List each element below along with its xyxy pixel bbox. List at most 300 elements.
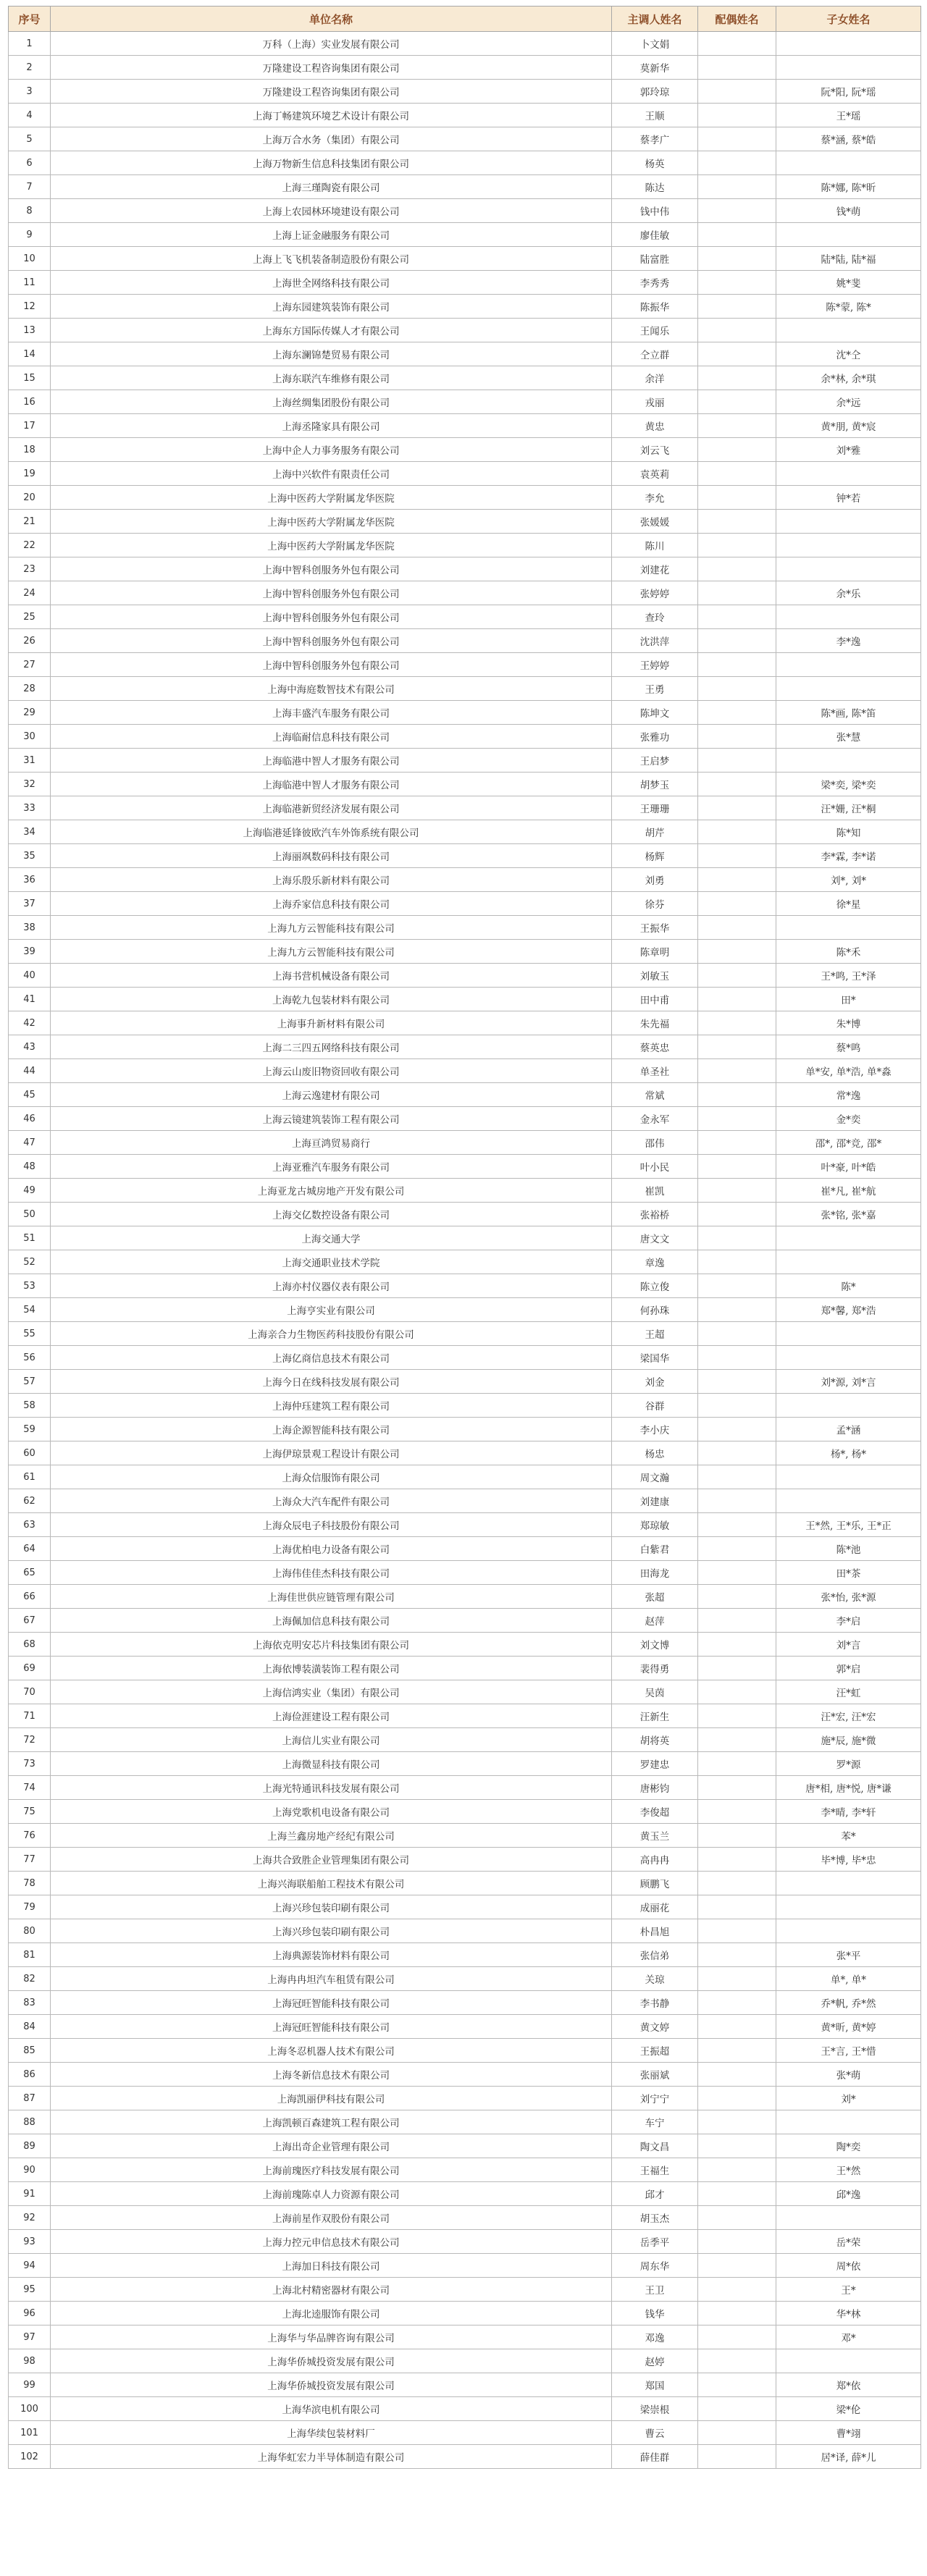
- table-row: [9, 1107, 921, 1131]
- row-index: 43: [9, 1035, 51, 1059]
- table-row: [9, 629, 921, 653]
- spouse-name: [698, 127, 776, 151]
- row-index: 62: [9, 1489, 51, 1513]
- row-index: 23: [9, 557, 51, 581]
- unit-name: 上海信儿实业有限公司: [51, 1728, 612, 1752]
- table-row: [9, 2110, 921, 2134]
- spouse-name: [698, 1919, 776, 1943]
- spouse-name: [698, 1800, 776, 1824]
- children-names: 张*慧: [776, 725, 921, 749]
- row-index: 89: [9, 2134, 51, 2158]
- children-names: [776, 605, 921, 629]
- unit-name: 上海企源智能科技有限公司: [51, 1418, 612, 1441]
- children-names: [776, 1872, 921, 1895]
- table-row: [9, 1895, 921, 1919]
- coordinator-name: 杨忠: [612, 1441, 698, 1465]
- table-row: [9, 438, 921, 462]
- children-names: 沈*仝: [776, 342, 921, 366]
- children-names: 单*安, 单*浩, 单*淼: [776, 1059, 921, 1083]
- unit-name: 上海俭涯建设工程有限公司: [51, 1704, 612, 1728]
- unit-name: 上海交通大学: [51, 1226, 612, 1250]
- children-names: 华*林: [776, 2302, 921, 2325]
- children-names: 邱*逸: [776, 2182, 921, 2206]
- coordinator-name: 高冉冉: [612, 1848, 698, 1872]
- coordinator-name: 仝立群: [612, 342, 698, 366]
- spouse-name: [698, 1680, 776, 1704]
- row-index: 78: [9, 1872, 51, 1895]
- spouse-name: [698, 1059, 776, 1083]
- table-row: [9, 844, 921, 868]
- coordinator-name: 陈川: [612, 534, 698, 557]
- children-names: 王*瑶: [776, 104, 921, 127]
- unit-name: 上海华与华品牌咨询有限公司: [51, 2325, 612, 2349]
- table-row: [9, 725, 921, 749]
- spouse-name: [698, 557, 776, 581]
- spouse-name: [698, 2182, 776, 2206]
- row-index: 40: [9, 964, 51, 988]
- children-names: [776, 319, 921, 342]
- spouse-name: [698, 701, 776, 725]
- unit-name: 上海临港延锋彼欧汽车外饰系统有限公司: [51, 820, 612, 844]
- coordinator-name: 查玲: [612, 605, 698, 629]
- row-index: 1: [9, 32, 51, 56]
- unit-name: 上海乔家信息科技有限公司: [51, 892, 612, 916]
- unit-name: 上海临耐信息科技有限公司: [51, 725, 612, 749]
- spouse-name: [698, 1322, 776, 1346]
- coordinator-name: 车宁: [612, 2110, 698, 2134]
- coordinator-name: 廖佳敏: [612, 223, 698, 247]
- spouse-name: [698, 1561, 776, 1585]
- children-names: 邓*: [776, 2325, 921, 2349]
- unit-name: 上海中兴软件有限责任公司: [51, 462, 612, 486]
- row-index: 50: [9, 1203, 51, 1226]
- table-row: [9, 749, 921, 773]
- spouse-name: [698, 1179, 776, 1203]
- coordinator-name: 李允: [612, 486, 698, 510]
- spouse-name: [698, 2373, 776, 2397]
- table-row: [9, 1752, 921, 1776]
- coordinator-name: 何孙珠: [612, 1298, 698, 1322]
- coordinator-name: 戎丽: [612, 390, 698, 414]
- children-names: 刘*: [776, 2087, 921, 2110]
- coordinator-name: 王顺: [612, 104, 698, 127]
- table-row: [9, 2278, 921, 2302]
- spouse-name: [698, 1991, 776, 2015]
- unit-name: 上海共合致胜企业管理集团有限公司: [51, 1848, 612, 1872]
- table-row: [9, 151, 921, 175]
- spouse-name: [698, 964, 776, 988]
- unit-name: 上海亘鸿贸易商行: [51, 1131, 612, 1155]
- spouse-name: [698, 2421, 776, 2445]
- coordinator-name: 王振超: [612, 2039, 698, 2063]
- unit-name: 上海前星作双股份有限公司: [51, 2206, 612, 2230]
- spouse-name: [698, 1394, 776, 1418]
- table-row: [9, 773, 921, 796]
- unit-name: 上海万物新生信息科技集团有限公司: [51, 151, 612, 175]
- children-names: 王*言, 王*惜: [776, 2039, 921, 2063]
- table-row: [9, 1035, 921, 1059]
- spouse-name: [698, 271, 776, 295]
- row-index: 63: [9, 1513, 51, 1537]
- children-names: 李*霖, 李*诺: [776, 844, 921, 868]
- spouse-name: [698, 1155, 776, 1179]
- coordinator-name: 张裕桥: [612, 1203, 698, 1226]
- row-index: 30: [9, 725, 51, 749]
- table-row: [9, 701, 921, 725]
- unit-name: 上海丞隆家具有限公司: [51, 414, 612, 438]
- row-index: 66: [9, 1585, 51, 1609]
- spouse-name: [698, 462, 776, 486]
- row-index: 65: [9, 1561, 51, 1585]
- table-row: [9, 1561, 921, 1585]
- unit-name: 上海二三四五网络科技有限公司: [51, 1035, 612, 1059]
- coordinator-name: 陈章明: [612, 940, 698, 964]
- spouse-name: [698, 1035, 776, 1059]
- row-index: 93: [9, 2230, 51, 2254]
- coordinator-name: 刘云飞: [612, 438, 698, 462]
- spouse-name: [698, 749, 776, 773]
- children-names: 余*乐: [776, 581, 921, 605]
- children-names: 毕*博, 毕*忠: [776, 1848, 921, 1872]
- row-index: 8: [9, 199, 51, 223]
- row-index: 52: [9, 1250, 51, 1274]
- table-row: [9, 56, 921, 80]
- unit-name: 上海冬忍机器人技术有限公司: [51, 2039, 612, 2063]
- children-names: 黄*朋, 黄*宸: [776, 414, 921, 438]
- spouse-name: [698, 175, 776, 199]
- unit-name: 上海万合水务（集团）有限公司: [51, 127, 612, 151]
- table-row: [9, 462, 921, 486]
- row-index: 16: [9, 390, 51, 414]
- children-names: 余*远: [776, 390, 921, 414]
- children-names: 苯*: [776, 1824, 921, 1848]
- children-names: [776, 2110, 921, 2134]
- row-index: 82: [9, 1967, 51, 1991]
- coordinator-name: 谷群: [612, 1394, 698, 1418]
- table-row: [9, 1848, 921, 1872]
- row-index: 2: [9, 56, 51, 80]
- unit-name: 上海兴珍包装印刷有限公司: [51, 1919, 612, 1943]
- spouse-name: [698, 1704, 776, 1728]
- children-names: 王*然: [776, 2158, 921, 2182]
- table-row: [9, 581, 921, 605]
- spouse-name: [698, 653, 776, 677]
- children-names: [776, 1250, 921, 1274]
- coordinator-name: 邓逸: [612, 2325, 698, 2349]
- unit-name: 上海中医药大学附属龙华医院: [51, 534, 612, 557]
- table-row: [9, 557, 921, 581]
- row-index: 11: [9, 271, 51, 295]
- spouse-name: [698, 1107, 776, 1131]
- unit-name: 上海兰鑫房地产经纪有限公司: [51, 1824, 612, 1848]
- coordinator-name: 王闻乐: [612, 319, 698, 342]
- unit-name: 上海仲珏建筑工程有限公司: [51, 1394, 612, 1418]
- children-names: 徐*星: [776, 892, 921, 916]
- coordinator-name: 张信弟: [612, 1943, 698, 1967]
- unit-name: 上海云山废旧物资回收有限公司: [51, 1059, 612, 1083]
- coordinator-name: 吴茵: [612, 1680, 698, 1704]
- spouse-name: [698, 1633, 776, 1657]
- row-index: 29: [9, 701, 51, 725]
- children-names: [776, 32, 921, 56]
- spouse-name: [698, 1298, 776, 1322]
- coordinator-name: 袁英莉: [612, 462, 698, 486]
- coordinator-name: 杨英: [612, 151, 698, 175]
- coordinator-name: 汪新生: [612, 1704, 698, 1728]
- row-index: 90: [9, 2158, 51, 2182]
- table-row: [9, 1728, 921, 1752]
- spouse-name: [698, 1083, 776, 1107]
- table-row: [9, 1346, 921, 1370]
- table-row: [9, 199, 921, 223]
- table-row: [9, 1609, 921, 1633]
- children-names: 罗*源: [776, 1752, 921, 1776]
- children-names: 朱*博: [776, 1011, 921, 1035]
- spouse-name: [698, 1537, 776, 1561]
- spouse-name: [698, 510, 776, 534]
- table-row: [9, 2349, 921, 2373]
- children-names: 施*辰, 施*微: [776, 1728, 921, 1752]
- table-row: [9, 2063, 921, 2087]
- children-names: 陈*禾: [776, 940, 921, 964]
- row-index: 42: [9, 1011, 51, 1035]
- table-row: [9, 796, 921, 820]
- table-row: [9, 414, 921, 438]
- children-names: 乔*帆, 乔*然: [776, 1991, 921, 2015]
- children-names: 李*逸: [776, 629, 921, 653]
- unit-name: 上海中智科创服务外包有限公司: [51, 557, 612, 581]
- table-row: [9, 964, 921, 988]
- row-index: 96: [9, 2302, 51, 2325]
- coordinator-name: 陈立俊: [612, 1274, 698, 1298]
- spouse-name: [698, 892, 776, 916]
- unit-name: 上海华滨电机有限公司: [51, 2397, 612, 2421]
- unit-name: 上海优柏电力设备有限公司: [51, 1537, 612, 1561]
- children-names: 郑*馨, 郑*浩: [776, 1298, 921, 1322]
- unit-name: 上海亨实业有限公司: [51, 1298, 612, 1322]
- children-names: 蔡*涵, 蔡*皓: [776, 127, 921, 151]
- spouse-name: [698, 151, 776, 175]
- unit-name: 上海事升新材料有限公司: [51, 1011, 612, 1035]
- children-names: 郑*依: [776, 2373, 921, 2397]
- table-row: [9, 2039, 921, 2063]
- coordinator-name: 蔡孝广: [612, 127, 698, 151]
- row-index: 3: [9, 80, 51, 104]
- unit-name: 上海中医药大学附属龙华医院: [51, 486, 612, 510]
- unit-name: 上海临港新贸经济发展有限公司: [51, 796, 612, 820]
- children-names: [776, 653, 921, 677]
- coordinator-name: 张丽斌: [612, 2063, 698, 2087]
- table-row: [9, 2134, 921, 2158]
- coordinator-name: 章逸: [612, 1250, 698, 1274]
- row-index: 64: [9, 1537, 51, 1561]
- row-index: 26: [9, 629, 51, 653]
- spouse-name: [698, 2063, 776, 2087]
- unit-name: 上海交通职业技术学院: [51, 1250, 612, 1274]
- spouse-name: [698, 2254, 776, 2278]
- table-row: [9, 80, 921, 104]
- unit-name: 上海云逸建材有限公司: [51, 1083, 612, 1107]
- coordinator-name: 单圣社: [612, 1059, 698, 1083]
- unit-name: 上海书营机械设备有限公司: [51, 964, 612, 988]
- coordinator-name: 胡玉杰: [612, 2206, 698, 2230]
- spouse-name: [698, 1513, 776, 1537]
- unit-name: 上海临港中智人才服务有限公司: [51, 749, 612, 773]
- coordinator-name: 王启梦: [612, 749, 698, 773]
- spouse-name: [698, 820, 776, 844]
- row-index: 55: [9, 1322, 51, 1346]
- header-children-names: 子女姓名: [776, 7, 921, 32]
- table-row: [9, 1513, 921, 1537]
- children-names: [776, 1895, 921, 1919]
- coordinator-name: 崔凯: [612, 1179, 698, 1203]
- row-index: 81: [9, 1943, 51, 1967]
- unit-name: 上海伟佳佳杰科技有限公司: [51, 1561, 612, 1585]
- children-names: [776, 1394, 921, 1418]
- spouse-name: [698, 1203, 776, 1226]
- unit-name: 上海交亿数控设备有限公司: [51, 1203, 612, 1226]
- spouse-name: [698, 1465, 776, 1489]
- row-index: 15: [9, 366, 51, 390]
- unit-name: 上海东园建筑装饰有限公司: [51, 295, 612, 319]
- row-index: 69: [9, 1657, 51, 1680]
- coordinator-name: 胡梦玉: [612, 773, 698, 796]
- table-row: [9, 1083, 921, 1107]
- unit-name: 上海中海庭数智技术有限公司: [51, 677, 612, 701]
- children-names: [776, 916, 921, 940]
- spouse-name: [698, 2230, 776, 2254]
- row-index: 51: [9, 1226, 51, 1250]
- coordinator-name: 田海龙: [612, 1561, 698, 1585]
- coordinator-name: 邱才: [612, 2182, 698, 2206]
- coordinator-name: 梁崇根: [612, 2397, 698, 2421]
- table-row: [9, 1203, 921, 1226]
- coordinator-name: 黄文婷: [612, 2015, 698, 2039]
- table-row: [9, 223, 921, 247]
- spouse-name: [698, 1728, 776, 1752]
- table-row: [9, 2421, 921, 2445]
- table-row: [9, 271, 921, 295]
- header-spouse-name: 配偶姓名: [698, 7, 776, 32]
- children-names: [776, 557, 921, 581]
- unit-name: 上海伊琼景观工程设计有限公司: [51, 1441, 612, 1465]
- row-index: 79: [9, 1895, 51, 1919]
- table-row: [9, 319, 921, 342]
- unit-name: 上海凯丽伊科技有限公司: [51, 2087, 612, 2110]
- children-names: [776, 1226, 921, 1250]
- spouse-name: [698, 1489, 776, 1513]
- table-row: [9, 534, 921, 557]
- coordinator-name: 顾鹏飞: [612, 1872, 698, 1895]
- children-names: 梁*伦: [776, 2397, 921, 2421]
- row-index: 100: [9, 2397, 51, 2421]
- coordinator-name: 朱先福: [612, 1011, 698, 1035]
- table-row: [9, 247, 921, 271]
- table-row: [9, 1059, 921, 1083]
- row-index: 38: [9, 916, 51, 940]
- spouse-name: [698, 916, 776, 940]
- table-row: [9, 1800, 921, 1824]
- spouse-name: [698, 2134, 776, 2158]
- spouse-name: [698, 2206, 776, 2230]
- table-row: [9, 677, 921, 701]
- coordinator-name: 钱中伟: [612, 199, 698, 223]
- unit-name: 上海上农园林环境建设有限公司: [51, 199, 612, 223]
- table-row: [9, 1155, 921, 1179]
- spouse-name: [698, 1370, 776, 1394]
- children-names: 陈*池: [776, 1537, 921, 1561]
- table-row: [9, 1537, 921, 1561]
- unit-name: 上海佳世供应链管理有限公司: [51, 1585, 612, 1609]
- unit-name: 上海亿商信息技术有限公司: [51, 1346, 612, 1370]
- spouse-name: [698, 1943, 776, 1967]
- spouse-name: [698, 2302, 776, 2325]
- row-index: 85: [9, 2039, 51, 2063]
- table-row: [9, 653, 921, 677]
- children-names: 叶*豪, 叶*皓: [776, 1155, 921, 1179]
- unit-name: 上海九方云智能科技有限公司: [51, 940, 612, 964]
- coordinator-name: 刘文博: [612, 1633, 698, 1657]
- unit-name: 上海出奇企业管理有限公司: [51, 2134, 612, 2158]
- row-index: 54: [9, 1298, 51, 1322]
- row-index: 98: [9, 2349, 51, 2373]
- table-row: [9, 1824, 921, 1848]
- row-index: 76: [9, 1824, 51, 1848]
- spouse-name: [698, 366, 776, 390]
- row-index: 34: [9, 820, 51, 844]
- row-index: 97: [9, 2325, 51, 2349]
- table-row: [9, 2206, 921, 2230]
- spouse-name: [698, 319, 776, 342]
- spouse-name: [698, 1895, 776, 1919]
- row-index: 95: [9, 2278, 51, 2302]
- spouse-name: [698, 2015, 776, 2039]
- unit-name: 上海加日科技有限公司: [51, 2254, 612, 2278]
- unit-name: 上海华续包装材料厂: [51, 2421, 612, 2445]
- unit-name: 上海党歌机电设备有限公司: [51, 1800, 612, 1824]
- coordinator-name: 唐文文: [612, 1226, 698, 1250]
- coordinator-name: 张超: [612, 1585, 698, 1609]
- table-row: [9, 366, 921, 390]
- row-index: 46: [9, 1107, 51, 1131]
- table-row: [9, 104, 921, 127]
- children-names: 崔*凡, 崔*航: [776, 1179, 921, 1203]
- table-row: [9, 1226, 921, 1250]
- children-names: 王*: [776, 2278, 921, 2302]
- children-names: 陈*知: [776, 820, 921, 844]
- row-index: 47: [9, 1131, 51, 1155]
- coordinator-name: 郑国: [612, 2373, 698, 2397]
- unit-name: 上海丰盛汽车服务有限公司: [51, 701, 612, 725]
- spouse-name: [698, 1585, 776, 1609]
- children-names: 陈*: [776, 1274, 921, 1298]
- row-index: 57: [9, 1370, 51, 1394]
- spouse-name: [698, 1848, 776, 1872]
- row-index: 94: [9, 2254, 51, 2278]
- coordinator-name: 田中甫: [612, 988, 698, 1011]
- table-row: [9, 1872, 921, 1895]
- row-index: 75: [9, 1800, 51, 1824]
- spouse-name: [698, 1346, 776, 1370]
- table-row: [9, 2302, 921, 2325]
- spouse-name: [698, 342, 776, 366]
- table-row: [9, 988, 921, 1011]
- spouse-name: [698, 534, 776, 557]
- unit-name: 上海上证金融服务有限公司: [51, 223, 612, 247]
- row-index: 13: [9, 319, 51, 342]
- unit-name: 上海丽飒数码科技有限公司: [51, 844, 612, 868]
- coordinator-name: 王珊珊: [612, 796, 698, 820]
